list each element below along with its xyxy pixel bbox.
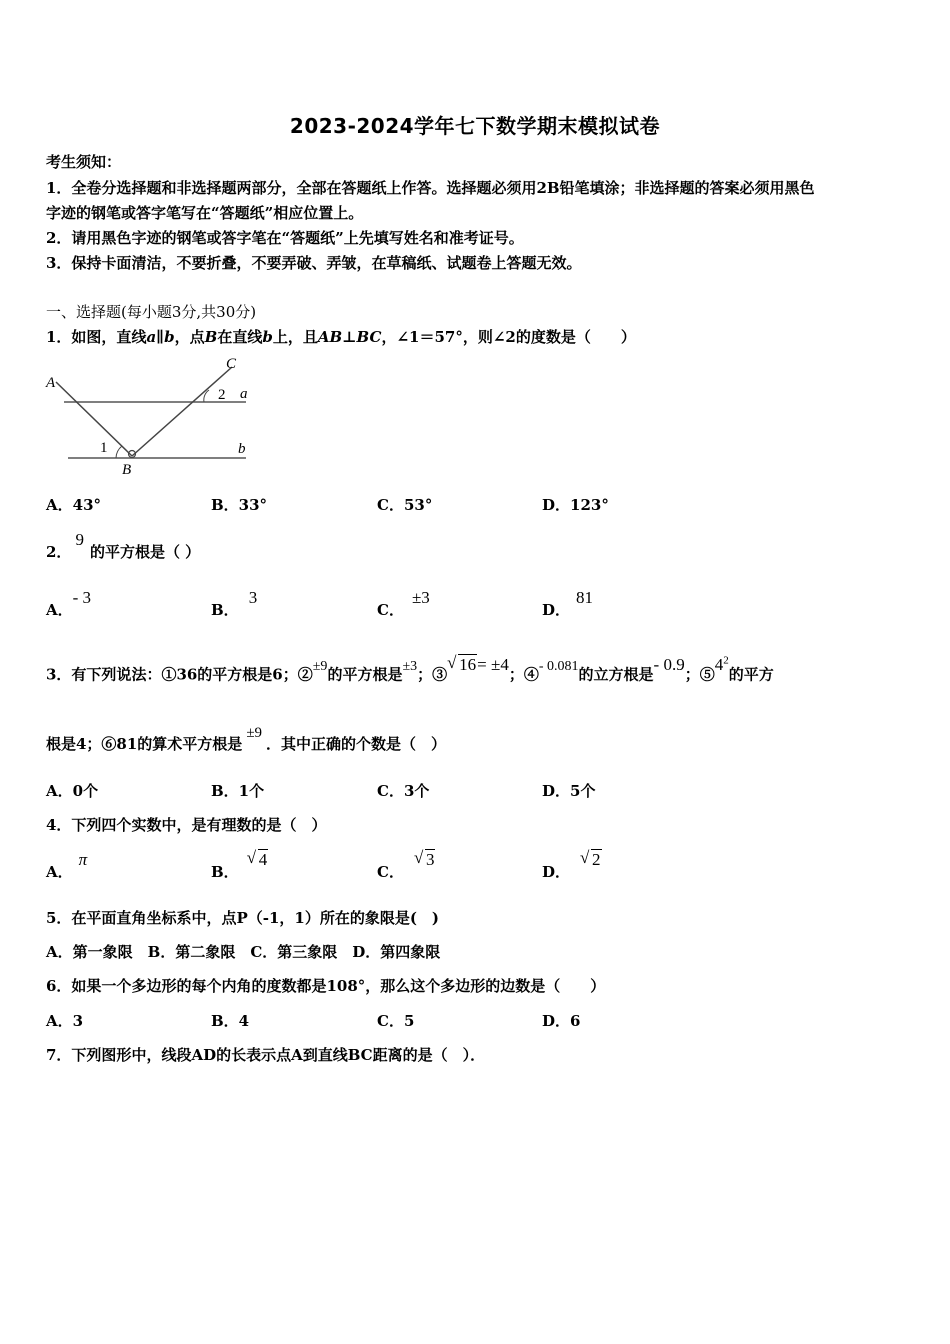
q1-text-a: 1．如图，直线 xyxy=(46,328,147,346)
q2-value-c: ±3 xyxy=(411,588,430,607)
q4-option-c xyxy=(377,848,435,882)
q5-options: A．第一象限 B．第二象限 C．第三象限 D．第四象限 xyxy=(46,943,441,961)
section-heading-text: 一、选择题(每小题3分,共30分) xyxy=(46,303,257,321)
q1-option-a: A．43° xyxy=(46,496,102,514)
q1-ab: a∥b xyxy=(146,328,175,346)
q4-option-a xyxy=(46,850,88,882)
q4-label-c: C． xyxy=(377,863,404,881)
q4-rad-c: 3 xyxy=(425,850,435,869)
question-3-line-1 xyxy=(46,652,774,687)
q4-sqrt-b xyxy=(247,850,269,870)
label-B: B xyxy=(122,462,132,478)
q3-p2: 的平方根是 xyxy=(327,665,403,684)
q1-perp: AB⊥BC xyxy=(317,328,382,346)
q2-value-d: 81 xyxy=(576,588,594,607)
q1-text-d: 上，且 xyxy=(272,328,318,346)
segment-AB xyxy=(56,382,132,456)
q3-e6-base: 4 xyxy=(714,654,724,674)
question-3-line-2 xyxy=(46,725,447,755)
q4-sqrt-d xyxy=(580,850,602,870)
q1-option-c: C．53° xyxy=(377,496,433,514)
parallel-lines-figure xyxy=(44,354,259,479)
q3-e6 xyxy=(715,655,729,674)
q4-option-b xyxy=(211,848,268,882)
sqrt-icon: √ xyxy=(413,848,424,867)
q4-label-a: A． xyxy=(46,863,73,881)
q1-option-d: D．123° xyxy=(542,496,609,514)
q3-e6-exp: 2 xyxy=(723,654,729,666)
label-angle-2: 2 xyxy=(218,387,226,403)
q6-option-a: A．3 xyxy=(46,1012,84,1030)
notice-item-3: 3．保持卡面清洁，不要折叠，不要弄破、弄皱，在草稿纸、试题卷上答题无效。 xyxy=(46,254,582,272)
q2-option-c xyxy=(377,588,430,620)
q3-option-d: D．5个 xyxy=(542,782,596,800)
q1-option-b: B．33° xyxy=(211,496,268,514)
q3-e5: - 0.9 xyxy=(653,654,685,674)
q2-label-c: C． xyxy=(377,601,404,619)
label-angle-1: 1 xyxy=(100,440,108,456)
q3-option-c: C．3个 xyxy=(377,782,430,800)
q6-option-b: B．4 xyxy=(211,1012,250,1030)
q2-value-b: 3 xyxy=(248,588,258,607)
q3-e1: ±9 xyxy=(312,658,328,674)
q2-option-b xyxy=(211,588,258,620)
q4-sqrt-c xyxy=(414,850,436,870)
q2-label-a: A． xyxy=(46,601,73,619)
q4-option-d xyxy=(542,848,602,882)
q1-text-e: ，∠1＝57°，则∠2的度数是（ ） xyxy=(381,328,636,346)
sqrt-icon: √ xyxy=(246,848,257,867)
question-2 xyxy=(46,530,201,562)
q3-p1: 3．有下列说法：①36的平方根是6；② xyxy=(46,665,313,684)
q3-e3 xyxy=(447,652,509,674)
section-heading xyxy=(46,302,256,322)
q3-p4: ；④ xyxy=(508,665,539,684)
angle-1-arc xyxy=(116,446,122,458)
label-b: b xyxy=(238,441,246,457)
q3-p3: ；③ xyxy=(417,665,448,684)
notice-heading: 考生须知： xyxy=(46,153,122,171)
notice-item-1: 1．全卷分选择题和非选择题两部分，全部在答题纸上作答。选择题必须用2B铅笔填涂；非选择题的答案必须用黑色 xyxy=(46,179,815,197)
q2-num: 2． xyxy=(46,543,72,561)
q6-option-c: C．5 xyxy=(377,1012,415,1030)
segment-BC xyxy=(132,367,232,456)
q2-option-a xyxy=(46,588,92,620)
question-7: 7．下列图形中，线段AD的长表示点A到直线BC距离的是（ ）． xyxy=(46,1046,486,1064)
q3-e3-rest: = ±4 xyxy=(477,654,509,674)
pi-icon: π xyxy=(78,850,88,869)
q2-expr: 9 xyxy=(75,530,84,549)
q1-B: B xyxy=(204,328,218,346)
q4-label-d: D． xyxy=(542,863,571,881)
q2-text: 的平方根是（ ） xyxy=(89,543,201,561)
q3-l2a: 根是4；⑥81的算术平方根是 xyxy=(46,735,243,753)
q4-label-b: B． xyxy=(211,863,239,881)
notice-item-1-cont: 字迹的钢笔或答字笔写在“答题纸”相应位置上。 xyxy=(46,204,364,222)
q1-text-b: ，点 xyxy=(174,328,205,346)
q3-p5: 的立方根是 xyxy=(578,665,654,684)
label-A: A xyxy=(46,375,56,391)
sqrt-icon: √ xyxy=(447,652,457,672)
question-6: 6．如果一个多边形的每个内角的度数都是108°，那么这个多边形的边数是（ ） xyxy=(46,977,606,995)
label-C: C xyxy=(226,356,237,372)
q3-sqrt xyxy=(447,652,477,675)
q3-e3-rad: 16 xyxy=(459,654,477,674)
q6-option-d: D．6 xyxy=(542,1012,581,1030)
sqrt-icon: √ xyxy=(580,848,590,867)
question-4: 4．下列四个实数中，是有理数的是（ ） xyxy=(46,816,327,834)
q3-e4: - 0.081 xyxy=(538,658,579,674)
q3-e2: ±3 xyxy=(402,658,418,674)
page-title: 2023-2024学年七下数学期末模拟试卷 xyxy=(289,114,661,138)
q1-b: b xyxy=(262,328,273,346)
q2-value-a: - 3 xyxy=(72,588,92,607)
q2-label-b: B． xyxy=(211,601,239,619)
q2-label-d: D． xyxy=(542,601,571,619)
q3-option-b: B．1个 xyxy=(211,782,265,800)
q2-option-d xyxy=(542,588,594,620)
notice-item-2: 2．请用黑色字迹的钢笔或答字笔在“答题纸”上先填写姓名和准考证号。 xyxy=(46,229,524,247)
question-1 xyxy=(46,327,636,347)
q4-rad-d: 2 xyxy=(592,850,601,869)
q4-rad-b: 4 xyxy=(258,850,268,869)
q3-p7: 的平方 xyxy=(728,665,774,684)
q1-text-c: 在直线 xyxy=(217,328,263,346)
label-a: a xyxy=(240,386,248,402)
q3-l2b: ．其中正确的个数是（ ） xyxy=(266,735,447,753)
q3-option-a: A．0个 xyxy=(46,782,99,800)
q3-l2e: ±9 xyxy=(246,725,263,741)
question-5: 5．在平面直角坐标系中，点P（-1，1）所在的象限是( ) xyxy=(46,909,440,927)
q3-p6: ；⑤ xyxy=(684,665,715,684)
